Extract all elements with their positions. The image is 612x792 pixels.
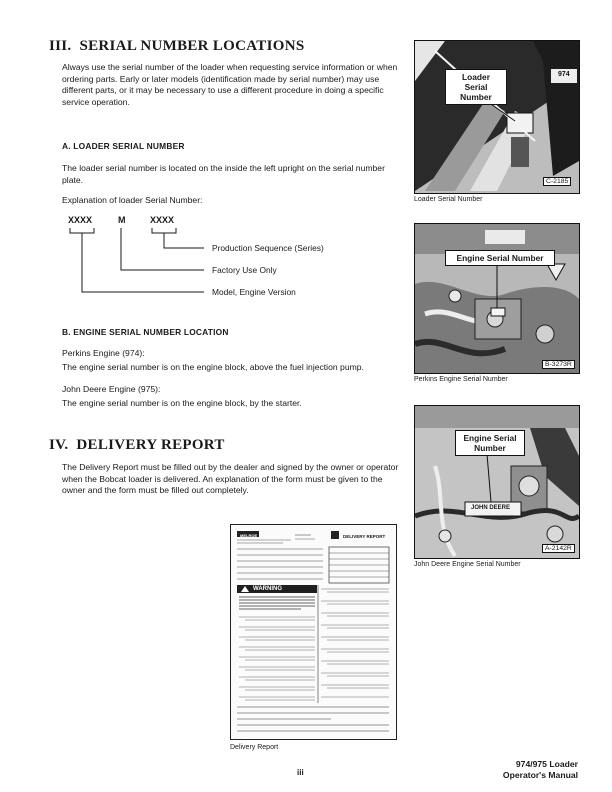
deere-engine-caption: John Deere Engine Serial Number — [414, 561, 521, 568]
leader-factory-use — [121, 228, 204, 270]
loader-photo-code: C-2185 — [543, 177, 571, 186]
engine-serial-heading: B. ENGINE SERIAL NUMBER LOCATION — [62, 327, 229, 337]
deere-engine-photo — [414, 405, 580, 559]
deere-plate-text: JOHN DEERE — [471, 505, 511, 511]
deere-photo-art — [415, 406, 579, 558]
deere-photo-code: A-2142R — [542, 544, 575, 553]
delivery-report-text: The Delivery Report must be filled out by the dealer and signed by the owner or operator when the Bobcat loader is delivered. An explanation of the form must be given to the owner and the form must be filled out completely. — [62, 462, 399, 495]
bracket-part-3 — [152, 228, 176, 233]
loader-serial-photo — [414, 40, 580, 194]
serial-explanation-label: Explanation of loader Serial Number: — [62, 195, 203, 205]
loader-serial-caption: Loader Serial Number — [414, 196, 483, 203]
loader-serial-heading: A. LOADER SERIAL NUMBER — [62, 141, 185, 151]
deere-callout-line-2: Number — [474, 443, 506, 453]
label-model-engine: Model, Engine Version — [212, 287, 296, 297]
delivery-form-title: DELIVERY REPORT — [343, 534, 386, 539]
loader-serial-text: The loader serial number is located on the inside the left upright on the serial number plate. — [62, 163, 385, 185]
leader-model-engine — [82, 233, 204, 292]
delivery-form-warning: WARNING — [253, 586, 282, 592]
footer-manual-title — [460, 759, 578, 780]
delivery-form-art — [231, 525, 396, 739]
loader-photo-art — [415, 41, 579, 193]
page-number: iii — [297, 768, 304, 777]
loader-serial-callout — [445, 69, 507, 105]
serial-code-part-2: M — [118, 215, 126, 225]
perkins-engine-text: The engine serial number is on the engine block, above the fuel injection pump. — [62, 362, 364, 372]
perkins-serial-callout: Engine Serial Number — [445, 250, 555, 266]
deere-callout-line-1: Engine Serial — [463, 433, 517, 443]
deere-engine-text: The engine serial number is on the engine block, by the starter. — [62, 398, 302, 408]
section-3-intro: Always use the serial number of the loader when requesting service information or when ordering parts. Early or later models (identification made by serial number) may use different parts, or it may be necessary to use a different procedure in doing a specific service operation. — [62, 62, 398, 107]
label-factory-use: Factory Use Only — [212, 265, 277, 275]
section-3-numeral: III. — [49, 38, 72, 54]
serial-code-part-3: XXXX — [150, 215, 175, 225]
serial-code-part-1: XXXX — [68, 215, 93, 225]
section-4-numeral: IV. — [49, 437, 69, 453]
delivery-report-form-image — [230, 524, 397, 740]
perkins-engine-photo — [414, 223, 580, 374]
deere-engine-label: John Deere Engine (975): — [62, 384, 161, 394]
perkins-photo-code: B-3273R — [542, 360, 575, 369]
perkins-engine-caption: Perkins Engine Serial Number — [414, 376, 508, 383]
bracket-part-1 — [70, 228, 94, 233]
footer-line-1: 974/975 Loader — [515, 759, 578, 769]
loader-callout-line-2: Number — [460, 92, 492, 102]
section-4-heading — [49, 437, 225, 454]
delivery-form-brand: MELROE — [240, 533, 258, 538]
footer-line-2: Operator's Manual — [502, 769, 578, 780]
delivery-report-caption: Delivery Report — [230, 744, 279, 751]
leader-production-sequence — [164, 233, 204, 248]
deere-serial-callout — [455, 430, 525, 456]
label-production-sequence: Production Sequence (Series) — [212, 243, 324, 253]
perkins-engine-label: Perkins Engine (974): — [62, 348, 145, 358]
loader-callout-line-1: Loader Serial — [462, 72, 490, 92]
section-3-title: SERIAL NUMBER LOCATIONS — [79, 38, 305, 54]
perkins-photo-art — [415, 224, 579, 373]
section-4-title: DELIVERY REPORT — [76, 437, 225, 453]
loader-model-mark: 974 — [558, 71, 570, 78]
